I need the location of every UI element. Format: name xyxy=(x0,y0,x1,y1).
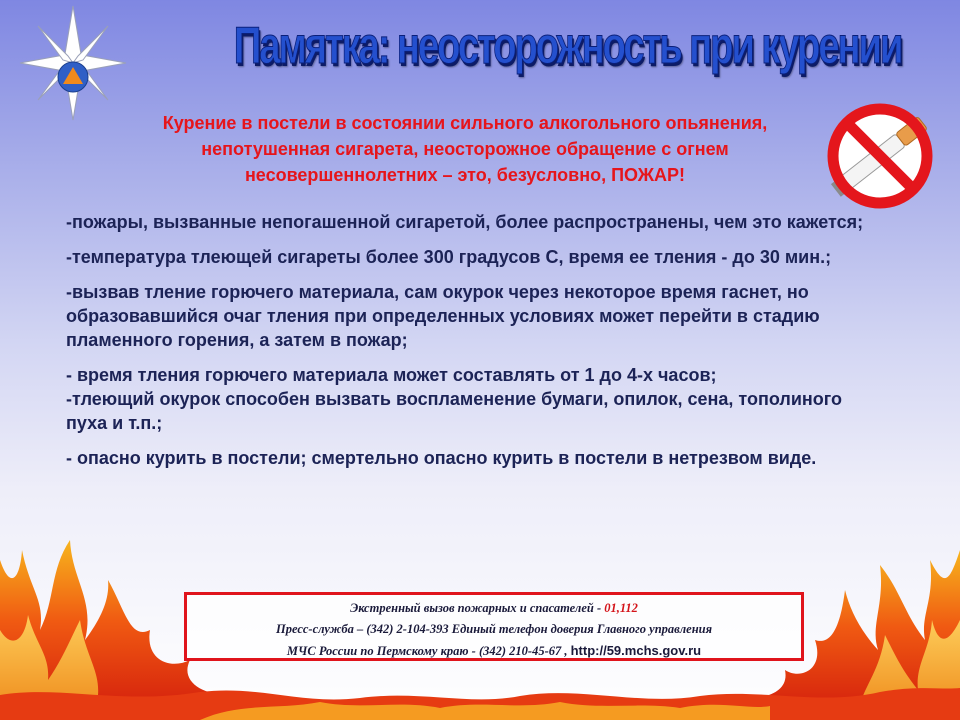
fact-item: -пожары, вызванные непогашенной сигаретой, более распространены, чем это кажется; xyxy=(66,212,864,232)
facts-list xyxy=(66,210,866,481)
page-title: Памятка: неосторожность при курении xyxy=(233,17,902,75)
no-smoking-icon xyxy=(820,90,946,216)
fact-item: -вызвав тление горючего материала, сам окурок через некоторое время гаснет, но образовавшийся очаг тления при определенных условиях может перейти в стадию пламенного горения, а затем в пожар; xyxy=(66,282,820,350)
emergency-line xyxy=(187,598,801,619)
website-link[interactable]: http://59.mchs.gov.ru xyxy=(570,643,702,658)
press-service-line: Пресс-служба – (342) 2-104-393 Единый телефон доверия Главного управления xyxy=(275,622,713,636)
emercom-star-emblem-icon xyxy=(18,4,128,122)
intro-line: Курение в постели в состоянии сильного алкогольного опьянения, xyxy=(162,113,768,133)
mchs-phone: МЧС России по Пермскому краю - (342) 210-45-67 , xyxy=(286,644,571,658)
fact-item: -тлеющий окурок способен вызвать воспламенение бумаги, опилок, сена, тополиного пуха и т.п.; xyxy=(66,389,843,433)
emergency-label: Экстренный вызов пожарных и спасателей - xyxy=(350,601,605,615)
fact-item: -температура тлеющей сигареты более 300 градусов С, время ее тления - до 30 мин.; xyxy=(66,247,832,267)
emergency-numbers: 01,112 xyxy=(604,601,638,615)
fact-item: - время тления горючего материала может составлять от 1 до 4-х часов; xyxy=(66,365,717,385)
fact-item: - опасно курить в постели; смертельно опасно курить в постели в нетрезвом виде. xyxy=(66,448,817,468)
contact-info-box xyxy=(184,592,804,661)
mchs-line xyxy=(187,640,801,662)
intro-warning xyxy=(90,110,840,188)
intro-line: непотушенная сигарета, неосторожное обращение с огнем xyxy=(201,139,729,159)
intro-line: несовершеннолетних – это, безусловно, ПОЖАР! xyxy=(244,165,686,185)
